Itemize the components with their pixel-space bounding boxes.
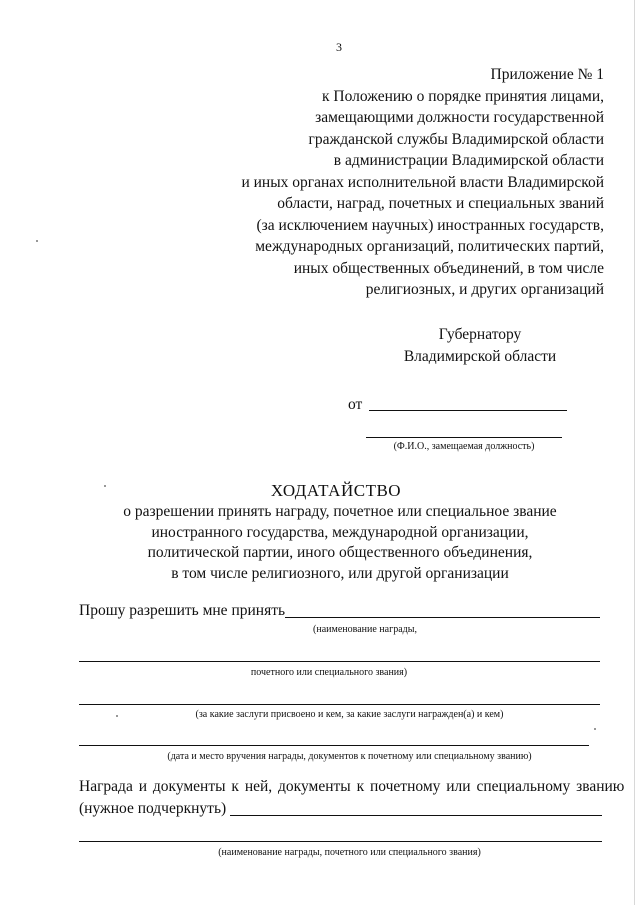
addressee-line: Владимирской области xyxy=(403,348,557,365)
from-blank-line[interactable] xyxy=(369,410,567,411)
fio-blank-line[interactable] xyxy=(366,437,562,438)
award-name-blank-line[interactable] xyxy=(285,617,600,618)
subject-line: о разрешении принять награду, почетное или специальное звание xyxy=(123,503,557,520)
appendix-line: Приложение № 1 xyxy=(490,66,604,83)
appendix-header xyxy=(204,64,604,301)
appendix-line: замещающими должности государственной xyxy=(315,109,604,126)
page-number: 3 xyxy=(336,40,342,54)
award-paragraph-line: (нужное подчеркнуть) xyxy=(79,800,227,817)
scan-speck xyxy=(104,485,106,487)
appendix-line: и иных органах исполнительной власти Владимирской xyxy=(241,173,604,191)
from-label: от xyxy=(348,396,363,413)
appendix-line: международных организаций, политических партий, xyxy=(255,238,604,255)
merits-blank-line[interactable] xyxy=(79,704,600,705)
addressee-line: Губернатору xyxy=(438,326,522,343)
appendix-line: гражданской службы Владимирской области xyxy=(308,130,604,148)
addressee-block xyxy=(380,324,580,368)
appendix-line: иных общественных объединений, в том числе xyxy=(293,259,604,277)
scan-edge-line xyxy=(634,0,635,905)
scan-speck xyxy=(36,240,38,242)
subject-line: политической партии, иного общественного объединения, xyxy=(147,544,533,561)
scan-speck xyxy=(116,715,118,717)
petition-subject xyxy=(100,502,580,584)
fio-caption: (Ф.И.О., замещаемая должность) xyxy=(393,441,535,452)
subject-line: иностранного государства, международной организации, xyxy=(151,523,529,541)
appendix-line: к Положению о порядке принятия лицами, xyxy=(321,87,604,105)
merits-caption: (за какие заслуги присвоено и кем, за какие заслуги награжден(а) и кем) xyxy=(195,709,504,720)
title-name-caption: почетного или специального звания) xyxy=(250,667,408,678)
award-name-caption: (наименование награды, xyxy=(313,624,417,635)
date-place-caption: (дата и место вручения награды, документов к почетному или специальному званию) xyxy=(167,751,532,762)
request-label: Прошу разрешить мне принять xyxy=(79,602,286,619)
appendix-line: в администрации Владимирской области xyxy=(333,152,604,169)
appendix-line: религиозных, и других организаций xyxy=(365,281,604,298)
scan-speck xyxy=(594,728,596,730)
award-paragraph-line: Награда и документы к ней, документы к почетному или специальному званию xyxy=(79,778,625,795)
appendix-line: (за исключением научных) иностранных государств, xyxy=(256,216,604,234)
document-title: ХОДАТАЙСТВО xyxy=(270,481,402,500)
title-name-blank-line[interactable] xyxy=(79,661,600,662)
award-title-blank-line[interactable] xyxy=(79,841,602,842)
subject-line: в том числе религиозного, или другой организации xyxy=(171,564,509,582)
award-documents-paragraph xyxy=(79,776,625,820)
underline-choice-blank-line[interactable] xyxy=(230,815,602,816)
date-place-blank-line[interactable] xyxy=(79,745,589,746)
appendix-line: области, наград, почетных и специальных званий xyxy=(277,195,604,212)
award-title-caption: (наименование награды, почетного или специального звания) xyxy=(218,847,481,858)
